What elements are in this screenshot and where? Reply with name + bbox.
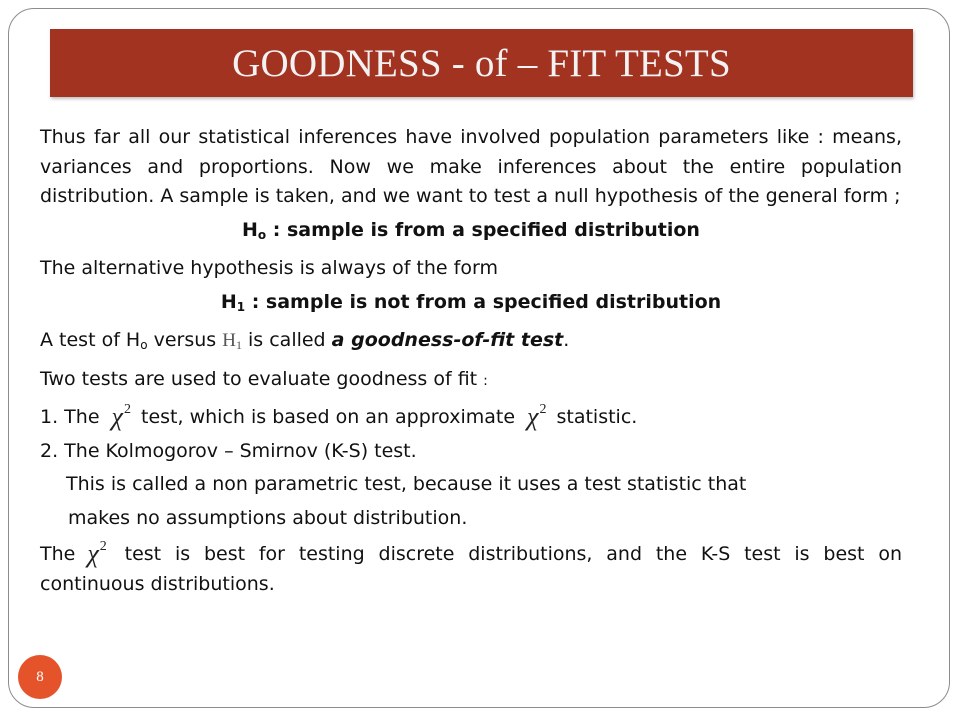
- h0-text: : sample is from a specified distribution: [266, 218, 700, 241]
- item-1: [40, 400, 902, 433]
- test-h0-subscript: o: [140, 338, 148, 352]
- closing-rest: test is best for testing discrete distributions, and the K-S test is best on continuous distributions.: [40, 543, 902, 595]
- nonparametric-line-1: This is called a non parametric test, because it uses a test statistic that: [66, 473, 747, 495]
- h1-subscript: 1: [236, 299, 246, 314]
- closing-paragraph: [40, 537, 902, 599]
- chi-power: 2: [123, 402, 131, 417]
- slide-content: [40, 123, 902, 603]
- alternative-intro: The alternative hypothesis is always of the form: [40, 257, 498, 279]
- h1-text: : sample is not from a specified distribution: [245, 290, 722, 313]
- two-tests-colon: :: [483, 372, 488, 389]
- h0-subscript: o: [257, 227, 267, 242]
- test-prefix: A test of H: [40, 329, 141, 351]
- chi-square-symbol: [523, 400, 550, 431]
- nonparametric-line-2: makes no assumptions about distribution.: [68, 506, 468, 529]
- chi-power: 2: [539, 402, 547, 417]
- test-after: is called: [241, 329, 332, 351]
- null-hypothesis: [40, 216, 902, 251]
- chi-square-symbol: [108, 400, 135, 431]
- h1-symbol: H: [220, 290, 237, 313]
- two-tests-line: [40, 365, 902, 397]
- slide-title: GOODNESS - of – FIT TESTS: [232, 41, 731, 85]
- item1-prefix: 1. The: [40, 406, 100, 428]
- item1-middle: test, which is based on an approximate: [141, 406, 516, 428]
- h0-symbol: H: [242, 218, 258, 241]
- alternative-hypothesis: [40, 288, 902, 323]
- item1-end: statistic.: [556, 406, 638, 428]
- test-h1-subscript: 1: [235, 338, 242, 352]
- title-bar: [50, 29, 913, 97]
- closing-prefix: The: [40, 543, 76, 565]
- test-h1: H: [222, 330, 236, 351]
- item-2: 2. The Kolmogorov – Smirnov (K-S) test.: [40, 439, 417, 462]
- intro-paragraph: Thus far all our statistical inferences have involved population parameters like : means, variances and proportions. Now we make inferences about the entire population distribution. A sample is taken, and we want to test a null hypothesis of the general form ;: [40, 126, 902, 207]
- chi-square-symbol: [83, 537, 110, 568]
- test-end: .: [563, 329, 570, 351]
- test-emphasis: a goodness-of-fit test: [331, 329, 564, 351]
- two-tests-text: Two tests are used to evaluate goodness of fit: [40, 367, 484, 390]
- page-number-badge: [18, 655, 62, 699]
- test-definition: [40, 326, 902, 361]
- test-versus: versus: [147, 329, 223, 351]
- chi-letter: χ: [527, 402, 539, 431]
- chi-power: 2: [99, 539, 107, 554]
- chi-letter: χ: [87, 539, 99, 568]
- chi-letter: χ: [111, 402, 123, 431]
- page-number: 8: [36, 668, 44, 685]
